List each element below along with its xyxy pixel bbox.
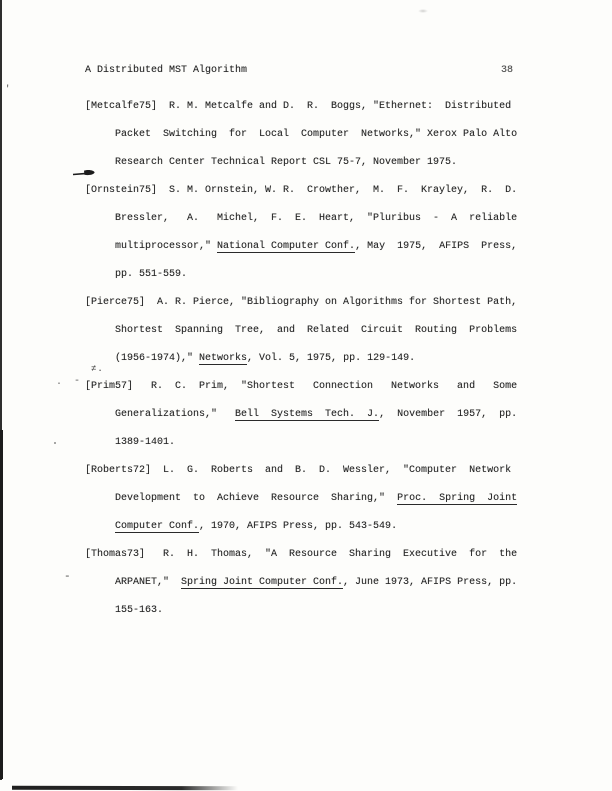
reference-line: [85, 289, 525, 317]
reference-line: [85, 429, 525, 457]
reference-line: [85, 205, 525, 233]
scan-bottom-shadow: [12, 786, 238, 791]
reference-line: [85, 457, 525, 485]
reference-line: [85, 541, 525, 569]
reference-text: [Roberts72] L. G. Roberts and B. D. Wessler, "Computer Network: [85, 465, 512, 476]
reference-text: , June 1973, AFIPS Press, pp.: [343, 577, 518, 588]
reference-text: , November 1957, pp.: [379, 409, 518, 420]
stray-dot-mark: .: [56, 377, 63, 388]
underlined-journal-title: Networks: [199, 353, 248, 364]
reference-text: ARPANET,": [85, 577, 182, 588]
reference-line: [85, 373, 525, 401]
reference-entry-Thomas73: [85, 541, 525, 625]
reference-entry-Roberts72: [85, 457, 525, 541]
stray-speck-mark: ': [5, 84, 11, 94]
reference-text: [Ornstein75] S. M. Ornstein, W. R. Crowther, M. F. Krayley, R. D.: [85, 185, 518, 196]
stray-dash-mark-arpanet: -: [64, 571, 71, 583]
reference-text: Research Center Technical Report CSL 75-7, November 1975.: [85, 157, 458, 168]
reference-text: multiprocessor,": [85, 241, 218, 252]
handwritten-arrow-icon: [72, 166, 96, 179]
reference-line: [85, 345, 525, 373]
reference-text: [Metcalfe75] R. M. Metcalfe and D. R. Boggs, "Ethernet: Distributed: [85, 101, 512, 112]
reference-line: [85, 597, 525, 625]
reference-line: [85, 485, 525, 513]
reference-text: [85, 521, 115, 532]
reference-line: [85, 317, 525, 345]
underlined-journal-title: Spring Joint Computer Conf.: [181, 577, 344, 588]
reference-line: [85, 177, 525, 205]
scan-edge-left-thick: [0, 430, 3, 779]
reference-line: [85, 149, 525, 177]
stray-dash-mark-prim: -: [74, 376, 81, 387]
reference-text: Bressler, A. Michel, F. E. Heart, "Pluribus - A reliable: [85, 213, 518, 224]
running-header: [85, 64, 513, 78]
reference-text: Generalizations,": [85, 409, 236, 420]
reference-text: Shortest Spanning Tree, and Related Circuit Routing Problems: [85, 325, 518, 336]
page-title: A Distributed MST Algorithm: [85, 65, 248, 76]
reference-line: [85, 401, 525, 429]
reference-entry-Metcalfe75: [85, 93, 525, 177]
reference-text: 1389-1401.: [85, 437, 176, 448]
reference-text: [Prim57] R. C. Prim, "Shortest Connection Networks and Some: [85, 381, 518, 392]
reference-text: , May 1975, AFIPS Press,: [355, 241, 518, 252]
pencil-note-mark: ≠.: [91, 364, 104, 374]
reference-line: [85, 93, 525, 121]
references-list: [85, 93, 525, 625]
scan-smudge: [418, 9, 428, 13]
reference-line: [85, 261, 525, 289]
reference-text: [Pierce75] A. R. Pierce, "Bibliography on Algorithms for Shortest Path,: [85, 297, 518, 308]
reference-text: (1956-1974),": [85, 353, 200, 364]
reference-text: , Vol. 5, 1975, pp. 129-149.: [247, 353, 416, 364]
reference-line: [85, 569, 525, 597]
reference-entry-Ornstein75: [85, 177, 525, 289]
reference-entry-Pierce75: [85, 289, 525, 373]
underlined-journal-title: Computer Conf.: [115, 521, 200, 532]
underlined-journal-title: Bell Systems Tech. J.: [235, 409, 380, 420]
reference-text: pp. 551-559.: [85, 269, 188, 280]
reference-line: [85, 513, 525, 541]
reference-text: [Thomas73] R. H. Thomas, "A Resource Sharing Executive for the: [85, 549, 518, 560]
reference-text: 155-163.: [85, 605, 164, 616]
reference-text: , 1970, AFIPS Press, pp. 543-549.: [199, 521, 398, 532]
reference-line: [85, 121, 525, 149]
underlined-journal-title: National Computer Conf.: [217, 241, 356, 252]
reference-text: Packet Switching for Local Computer Networks," Xerox Palo Alto: [85, 129, 518, 140]
reference-line: [85, 233, 525, 261]
page-number: 38: [500, 65, 513, 76]
reference-text: Development to Achieve Resource Sharing,": [85, 493, 398, 504]
reference-entry-Prim57: [85, 373, 525, 457]
underlined-journal-title: Proc. Spring Joint: [397, 493, 518, 504]
stray-speck-mark-mid: [54, 442, 56, 444]
